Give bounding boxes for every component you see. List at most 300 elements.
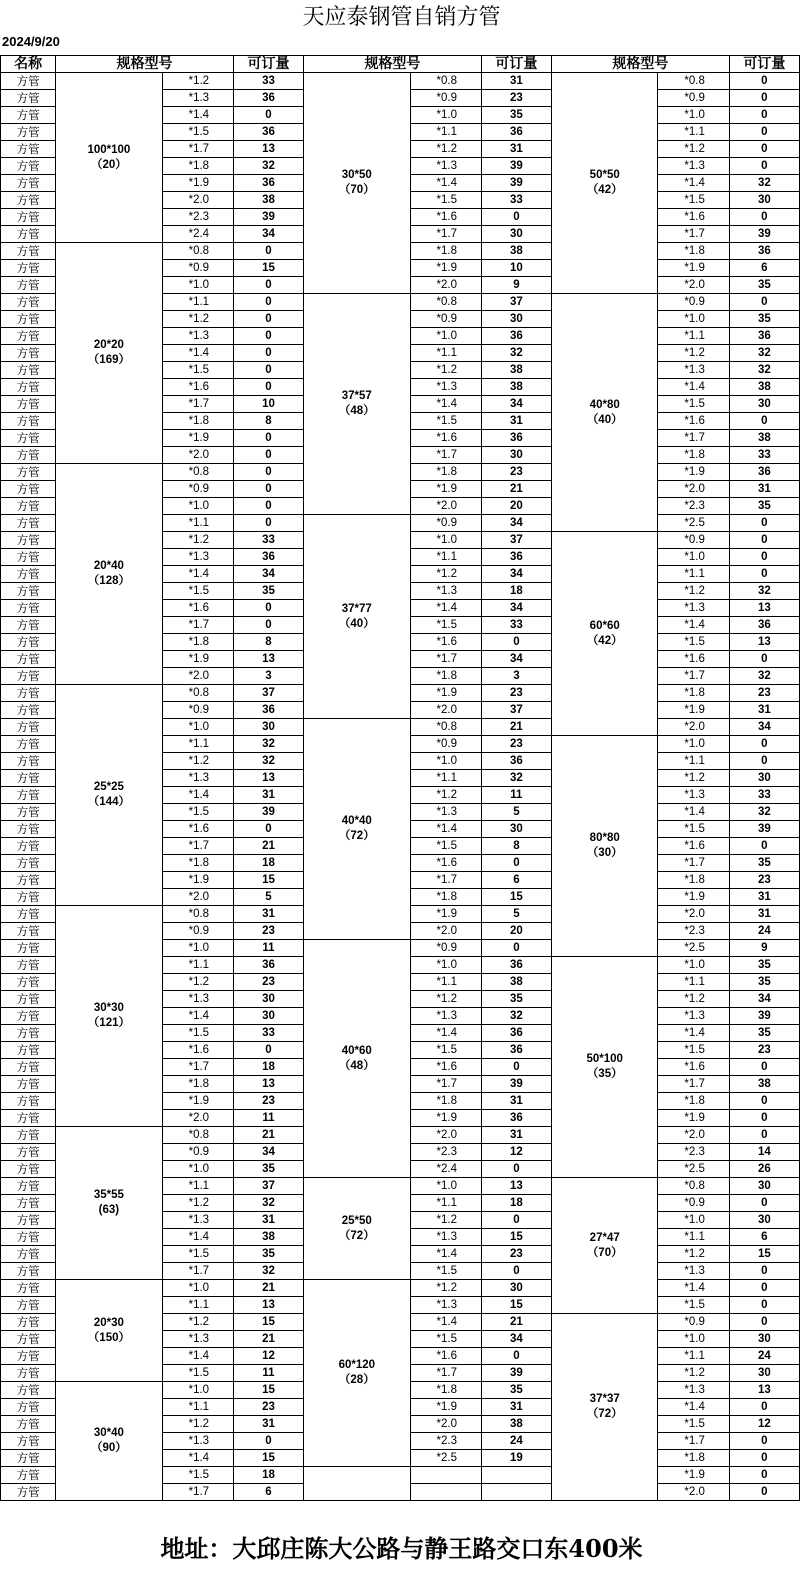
quantity-cell: 33 [729,447,799,464]
quantity-cell: 0 [481,634,551,651]
quantity-cell: 15 [233,1382,303,1399]
thickness-cell: *1.2 [162,73,233,90]
product-name-cell: 方管 [1,1110,56,1127]
thickness-cell: *1.8 [162,634,233,651]
quantity-cell: 39 [481,175,551,192]
product-name-cell: 方管 [1,804,56,821]
thickness-cell: *1.0 [410,532,481,549]
thickness-cell: *1.3 [658,1382,729,1399]
quantity-cell: 23 [729,1042,799,1059]
thickness-cell: *1.5 [410,1042,481,1059]
quantity-cell: 13 [729,1382,799,1399]
quantity-cell: 0 [233,515,303,532]
quantity-cell: 32 [233,1263,303,1280]
thickness-cell: *1.7 [410,447,481,464]
quantity-cell: 36 [729,243,799,260]
quantity-cell: 30 [233,1008,303,1025]
quantity-cell: 0 [233,362,303,379]
thickness-cell: *1.1 [162,1297,233,1314]
thickness-cell: *1.3 [162,770,233,787]
thickness-cell: *1.3 [162,549,233,566]
size-group-cell [304,1178,410,1280]
thickness-cell: *1.0 [658,736,729,753]
table-row [1,1280,800,1297]
size-group-cell [56,243,162,464]
product-name-cell: 方管 [1,600,56,617]
size-group-label: （28） [338,1374,375,1386]
thickness-cell: *1.5 [658,192,729,209]
quantity-cell: 0 [233,821,303,838]
quantity-cell: 14 [729,1144,799,1161]
quantity-cell: 38 [729,379,799,396]
thickness-cell: *1.1 [658,566,729,583]
quantity-cell: 34 [481,1331,551,1348]
size-group-label: 25*25 [93,781,124,793]
quantity-cell: 21 [481,1314,551,1331]
product-name-cell: 方管 [1,396,56,413]
thickness-cell: *1.4 [410,396,481,413]
thickness-cell: *1.2 [162,311,233,328]
thickness-cell: *0.8 [658,73,729,90]
quantity-cell: 32 [729,804,799,821]
size-group-label: （70） [586,1246,623,1259]
quantity-cell: 0 [481,1161,551,1178]
product-name-cell: 方管 [1,906,56,923]
thickness-cell: *2.4 [162,226,233,243]
quantity-cell: 23 [233,1399,303,1416]
quantity-cell: 15 [233,872,303,889]
size-group-label: （144） [87,796,130,808]
quantity-cell: 30 [233,719,303,736]
quantity-cell: 38 [481,379,551,396]
thickness-cell: *1.8 [162,855,233,872]
size-group-label: 40*80 [589,398,620,411]
quantity-cell: 36 [233,702,303,719]
product-name-cell: 方管 [1,1467,56,1484]
thickness-cell: *0.8 [162,243,233,260]
quantity-cell: 8 [233,413,303,430]
thickness-cell: *0.9 [658,1314,729,1331]
product-name-cell: 方管 [1,736,56,753]
size-group-label: 30*30 [93,1002,124,1014]
thickness-cell: *1.0 [658,957,729,974]
thickness-cell: *1.5 [162,1365,233,1382]
product-name-cell: 方管 [1,617,56,634]
product-name-cell: 方管 [1,1280,56,1297]
product-name-cell: 方管 [1,1178,56,1195]
quantity-cell: 0 [729,1484,799,1501]
thickness-cell: *1.4 [410,1246,481,1263]
thickness-cell: *1.7 [658,430,729,447]
product-name-cell: 方管 [1,923,56,940]
thickness-cell: *0.9 [658,1195,729,1212]
report-date: 2024/9/20 [2,34,60,49]
size-group-cell [304,294,410,515]
quantity-cell: 32 [481,345,551,362]
thickness-cell: *1.5 [410,838,481,855]
quantity-cell: 23 [481,736,551,753]
quantity-cell: 0 [481,855,551,872]
quantity-cell: 12 [729,1416,799,1433]
quantity-cell: 0 [233,498,303,515]
thickness-cell: *0.9 [162,260,233,277]
thickness-cell: *1.9 [410,906,481,923]
thickness-cell: *1.5 [410,1331,481,1348]
quantity-cell: 34 [481,600,551,617]
quantity-cell: 6 [481,872,551,889]
thickness-cell: *1.2 [162,1195,233,1212]
thickness-cell: *1.4 [162,345,233,362]
size-group-label: （42） [586,634,623,647]
thickness-cell: *2.0 [658,1127,729,1144]
quantity-cell: 11 [233,940,303,957]
thickness-cell: *1.7 [162,1059,233,1076]
product-name-cell: 方管 [1,447,56,464]
thickness-cell: *1.2 [410,141,481,158]
quantity-cell: 0 [233,464,303,481]
quantity-cell: 0 [729,124,799,141]
quantity-cell: 30 [729,770,799,787]
size-group-label: （48） [338,1059,375,1072]
thickness-cell: *1.0 [658,1331,729,1348]
thickness-cell: *0.8 [410,294,481,311]
quantity-cell: 23 [481,1246,551,1263]
thickness-cell: *1.1 [162,294,233,311]
thickness-cell: *1.2 [410,1280,481,1297]
thickness-cell: *1.2 [162,753,233,770]
quantity-cell: 36 [233,175,303,192]
size-group-label: （30） [586,847,623,859]
quantity-cell: 37 [233,1178,303,1195]
thickness-cell: *1.7 [658,668,729,685]
product-name-cell: 方管 [1,481,56,498]
thickness-cell: *1.9 [410,1399,481,1416]
quantity-cell: 30 [729,396,799,413]
product-name-cell: 方管 [1,634,56,651]
thickness-cell: *1.3 [162,1212,233,1229]
quantity-cell: 0 [233,107,303,124]
thickness-cell: *1.5 [658,1416,729,1433]
quantity-cell: 0 [233,447,303,464]
quantity-cell: 8 [481,838,551,855]
thickness-cell: *1.5 [162,583,233,600]
quantity-cell: 32 [233,158,303,175]
quantity-cell: 31 [481,1093,551,1110]
quantity-cell: 0 [729,1093,799,1110]
size-group-cell [552,532,658,736]
thickness-cell: *1.2 [658,1246,729,1263]
thickness-cell: *1.8 [658,872,729,889]
product-name-cell: 方管 [1,1195,56,1212]
thickness-cell: *1.0 [162,498,233,515]
quantity-cell: 32 [729,668,799,685]
quantity-cell: 0 [233,430,303,447]
thickness-cell: *1.3 [658,362,729,379]
quantity-cell: 36 [481,430,551,447]
thickness-cell: *0.8 [162,906,233,923]
thickness-cell: *1.2 [658,770,729,787]
quantity-cell: 0 [729,1195,799,1212]
quantity-cell: 39 [729,1008,799,1025]
quantity-cell: 24 [729,923,799,940]
quantity-cell: 38 [481,1416,551,1433]
thickness-cell: *2.3 [658,923,729,940]
thickness-cell: *1.5 [658,1042,729,1059]
thickness-cell: *1.9 [410,260,481,277]
quantity-cell: 18 [233,855,303,872]
product-name-cell: 方管 [1,940,56,957]
size-group-label: 37*77 [341,602,372,615]
thickness-cell: *1.8 [410,889,481,906]
quantity-cell: 31 [481,413,551,430]
quantity-cell [481,1467,551,1484]
quantity-cell: 34 [481,566,551,583]
thickness-cell: *1.4 [410,1314,481,1331]
thickness-cell: *1.2 [162,1416,233,1433]
thickness-cell: *1.8 [410,243,481,260]
quantity-cell: 34 [729,991,799,1008]
thickness-cell: *1.8 [410,1093,481,1110]
quantity-cell: 37 [481,702,551,719]
size-group-cell [552,957,658,1178]
quantity-cell: 0 [233,600,303,617]
quantity-cell: 23 [233,974,303,991]
size-group-label: 20*20 [93,339,124,351]
thickness-cell [410,1467,481,1484]
quantity-cell: 5 [481,804,551,821]
product-name-cell: 方管 [1,753,56,770]
quantity-cell: 11 [233,1110,303,1127]
thickness-cell: *1.4 [410,175,481,192]
product-name-cell: 方管 [1,821,56,838]
thickness-cell: *1.1 [658,1229,729,1246]
thickness-cell: *2.5 [658,940,729,957]
size-group-cell [304,1467,410,1501]
quantity-cell [481,1484,551,1501]
quantity-cell: 36 [233,124,303,141]
thickness-cell: *1.9 [162,651,233,668]
quantity-cell: 35 [729,498,799,515]
quantity-cell: 0 [233,277,303,294]
quantity-cell: 0 [729,141,799,158]
quantity-cell: 23 [729,872,799,889]
quantity-cell: 8 [233,634,303,651]
quantity-cell: 0 [729,532,799,549]
quantity-cell: 0 [233,328,303,345]
quantity-cell: 15 [233,1450,303,1467]
thickness-cell: *1.2 [162,532,233,549]
product-name-cell: 方管 [1,260,56,277]
thickness-cell: *1.7 [410,226,481,243]
quantity-cell: 15 [233,1314,303,1331]
thickness-cell: *1.5 [658,396,729,413]
quantity-cell: 35 [729,311,799,328]
quantity-cell: 39 [481,158,551,175]
quantity-cell: 11 [481,787,551,804]
thickness-cell: *1.1 [658,753,729,770]
address-footer: 地址：大邱庄陈大公路与静王路交口东400米 [160,1534,643,1563]
thickness-cell: *2.4 [410,1161,481,1178]
thickness-cell: *1.0 [410,1178,481,1195]
product-name-cell: 方管 [1,107,56,124]
product-name-cell: 方管 [1,430,56,447]
quantity-cell: 13 [233,1076,303,1093]
thickness-cell: *1.7 [658,855,729,872]
thickness-cell: *2.0 [162,447,233,464]
thickness-cell: *1.2 [658,583,729,600]
thickness-cell: *0.9 [410,515,481,532]
size-group-cell [304,515,410,719]
quantity-cell: 39 [729,821,799,838]
thickness-cell: *1.0 [162,1161,233,1178]
thickness-cell: *1.0 [410,957,481,974]
size-group-label: （72） [338,1229,375,1242]
product-name-cell: 方管 [1,855,56,872]
quantity-cell: 15 [481,1229,551,1246]
quantity-cell: 34 [729,719,799,736]
quantity-cell: 38 [233,192,303,209]
thickness-cell: *1.7 [410,1365,481,1382]
product-name-cell: 方管 [1,1127,56,1144]
product-name-cell: 方管 [1,1450,56,1467]
thickness-cell: *1.5 [658,634,729,651]
product-name-cell: 方管 [1,124,56,141]
size-group-label: 100*100 [87,143,131,156]
thickness-cell: *1.6 [410,634,481,651]
thickness-cell: *1.1 [658,974,729,991]
size-group-label: （150） [87,1331,130,1344]
thickness-cell: *1.6 [410,1348,481,1365]
quantity-cell: 38 [481,243,551,260]
thickness-cell: *1.5 [658,821,729,838]
quantity-cell: 30 [729,1178,799,1195]
quantity-cell: 13 [729,600,799,617]
product-name-cell: 方管 [1,1212,56,1229]
product-name-cell: 方管 [1,957,56,974]
size-group-label: 20*40 [93,560,124,572]
quantity-cell: 0 [729,515,799,532]
quantity-cell: 30 [481,226,551,243]
quantity-cell: 6 [729,260,799,277]
thickness-cell: *1.8 [162,158,233,175]
quantity-cell: 35 [233,583,303,600]
thickness-cell: *1.3 [410,1297,481,1314]
thickness-cell: *1.3 [162,328,233,345]
quantity-cell: 32 [233,1195,303,1212]
thickness-cell: *1.5 [658,1297,729,1314]
quantity-cell: 31 [481,141,551,158]
quantity-cell: 15 [481,1297,551,1314]
quantity-cell: 0 [729,1467,799,1484]
size-group-cell [552,1178,658,1314]
quantity-cell: 36 [481,549,551,566]
quantity-cell: 39 [729,226,799,243]
thickness-cell: *2.0 [410,277,481,294]
quantity-cell: 36 [481,124,551,141]
product-name-cell: 方管 [1,464,56,481]
thickness-cell: *1.3 [658,600,729,617]
header-spec: 规格型号 [552,56,730,73]
quantity-cell: 0 [481,1212,551,1229]
thickness-cell: *1.4 [410,1025,481,1042]
thickness-cell: *1.7 [658,1433,729,1450]
quantity-cell: 0 [729,1297,799,1314]
size-group-label: 30*50 [341,169,372,181]
size-group-label: （20） [91,158,127,171]
thickness-cell: *1.2 [410,991,481,1008]
quantity-cell: 32 [481,1008,551,1025]
product-name-cell: 方管 [1,379,56,396]
quantity-cell: 0 [481,209,551,226]
thickness-cell: *1.6 [658,209,729,226]
thickness-cell: *1.5 [410,192,481,209]
thickness-cell: *1.2 [410,787,481,804]
product-name-cell: 方管 [1,1229,56,1246]
quantity-cell: 20 [481,923,551,940]
thickness-cell: *1.7 [162,1484,233,1501]
thickness-cell: *0.8 [162,685,233,702]
quantity-cell: 5 [233,889,303,906]
quantity-cell: 0 [729,838,799,855]
product-name-cell: 方管 [1,532,56,549]
product-name-cell: 方管 [1,345,56,362]
thickness-cell: *1.0 [410,107,481,124]
size-group-cell [56,906,162,1127]
quantity-cell: 15 [729,1246,799,1263]
quantity-cell: 35 [481,1382,551,1399]
product-name-cell: 方管 [1,668,56,685]
quantity-cell: 34 [233,566,303,583]
thickness-cell: *1.0 [658,107,729,124]
thickness-cell: *1.7 [162,617,233,634]
thickness-cell: *1.0 [162,1382,233,1399]
thickness-cell: *1.6 [162,379,233,396]
thickness-cell: *0.9 [658,294,729,311]
thickness-cell: *1.8 [162,413,233,430]
thickness-cell: *1.3 [162,1433,233,1450]
thickness-cell: *1.7 [162,141,233,158]
thickness-cell: *2.0 [658,906,729,923]
thickness-cell: *1.3 [410,583,481,600]
thickness-cell: *0.9 [162,702,233,719]
quantity-cell: 5 [481,906,551,923]
quantity-cell: 18 [233,1059,303,1076]
thickness-cell: *1.5 [162,362,233,379]
thickness-cell: *1.9 [162,430,233,447]
product-name-cell: 方管 [1,770,56,787]
quantity-cell: 30 [729,1331,799,1348]
quantity-cell: 0 [233,379,303,396]
thickness-cell: *1.1 [410,124,481,141]
thickness-cell: *0.8 [162,1127,233,1144]
quantity-cell: 33 [481,617,551,634]
size-group-label: 80*80 [589,832,620,844]
quantity-cell: 23 [481,464,551,481]
quantity-cell: 24 [729,1348,799,1365]
thickness-cell: *2.5 [658,515,729,532]
quantity-cell: 33 [233,532,303,549]
thickness-cell: *1.6 [410,1059,481,1076]
thickness-cell: *1.0 [658,311,729,328]
quantity-cell: 3 [233,668,303,685]
quantity-cell: 36 [481,957,551,974]
quantity-cell: 6 [729,1229,799,1246]
size-group-label: 35*55 [93,1189,124,1201]
quantity-cell: 13 [233,1297,303,1314]
size-group-cell [56,1382,162,1501]
header-spec: 规格型号 [56,56,234,73]
product-name-cell: 方管 [1,1399,56,1416]
